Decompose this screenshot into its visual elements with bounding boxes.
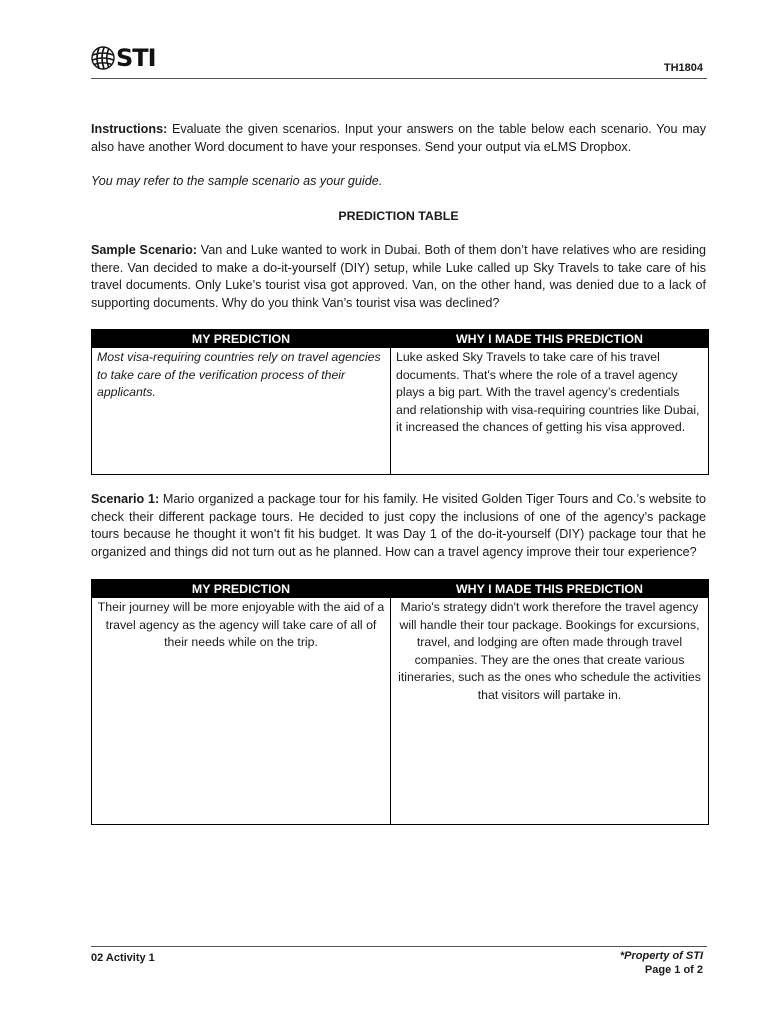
footer-divider <box>91 946 707 947</box>
reason-cell: Mario's strategy didn't work therefore the travel agency will handle their tour package. Bookings for excursions, travel, and lodging are often made through travel companies. They are the ones that create various itineraries, such as the ones who schedule the activities that visitors will partake in. <box>391 598 709 825</box>
sample-prediction-table <box>91 329 709 475</box>
sample-scenario-label: Sample Scenario: <box>91 243 197 257</box>
instructions-paragraph <box>91 121 706 156</box>
footer-page-number: Page 1 of 2 <box>644 963 703 976</box>
footer-right <box>620 950 703 977</box>
instructions-text: Evaluate the given scenarios. Input your answers on the table below each scenario. You may also have another Word document to have your responses. Send your output via eLMS Dropbox. <box>91 122 706 154</box>
scenario1-text: Mario organized a package tour for his family. He visited Golden Tiger Tours and Co.’s website to check their different package tours. He decided to just copy the inclusions of one of the agency’s package tours because he thought it won’t fit his budget. It was Day 1 of the do-it-yourself (DIY) package tour that he organized and things did not turn out as he planned. How can a travel agency improve their tour experience? <box>91 492 706 559</box>
table-header-row <box>92 330 709 348</box>
scenario1-prediction-table <box>91 579 709 825</box>
instructions-label: Instructions: <box>91 122 168 136</box>
prediction-cell: Most visa-requiring countries rely on travel agencies to take care of the verification process of their applicants. <box>92 348 391 475</box>
table-row <box>92 598 709 825</box>
table-row <box>92 348 709 475</box>
guide-note: You may refer to the sample scenario as your guide. <box>91 174 383 188</box>
scenario1-paragraph <box>91 491 706 561</box>
footer-activity: 02 Activity 1 <box>91 952 155 964</box>
table-header-row <box>92 580 709 598</box>
column-header-my-prediction: MY PREDICTION <box>92 330 391 348</box>
scenario1-label: Scenario 1: <box>91 492 160 506</box>
logo-text: STI <box>116 44 156 72</box>
sample-scenario-text: Van and Luke wanted to work in Dubai. Both of them don’t have relatives who are residing there. Van decided to make a do-it-yourself (DIY) setup, while Luke called up Sky Travels to take care of his travel documents. Only Luke’s tourist visa got approved. Van, on the other hand, was denied due to a lack of supporting documents. Why do you think Van’s tourist visa was declined? <box>91 243 706 310</box>
sample-scenario-paragraph <box>91 242 706 312</box>
footer-property: *Property of STI <box>619 950 703 962</box>
document-code: TH1804 <box>663 62 703 74</box>
sti-logo <box>91 46 156 70</box>
column-header-my-prediction: MY PREDICTION <box>92 580 391 598</box>
prediction-cell: Their journey will be more enjoyable with the aid of a travel agency as the agency will take care of all of their needs while on the trip. <box>92 598 391 825</box>
reason-cell: Luke asked Sky Travels to take care of his travel documents. That's where the role of a travel agency plays a big part. With the travel agency’s credentials and relationship with visa-requiring countries like Dubai, it increased the chances of getting his visa approved. <box>391 348 709 475</box>
column-header-why: WHY I MADE THIS PREDICTION <box>391 580 709 598</box>
header-divider <box>91 78 707 79</box>
sti-globe-icon <box>91 46 115 70</box>
page-title: PREDICTION TABLE <box>338 209 459 223</box>
column-header-why: WHY I MADE THIS PREDICTION <box>391 330 709 348</box>
